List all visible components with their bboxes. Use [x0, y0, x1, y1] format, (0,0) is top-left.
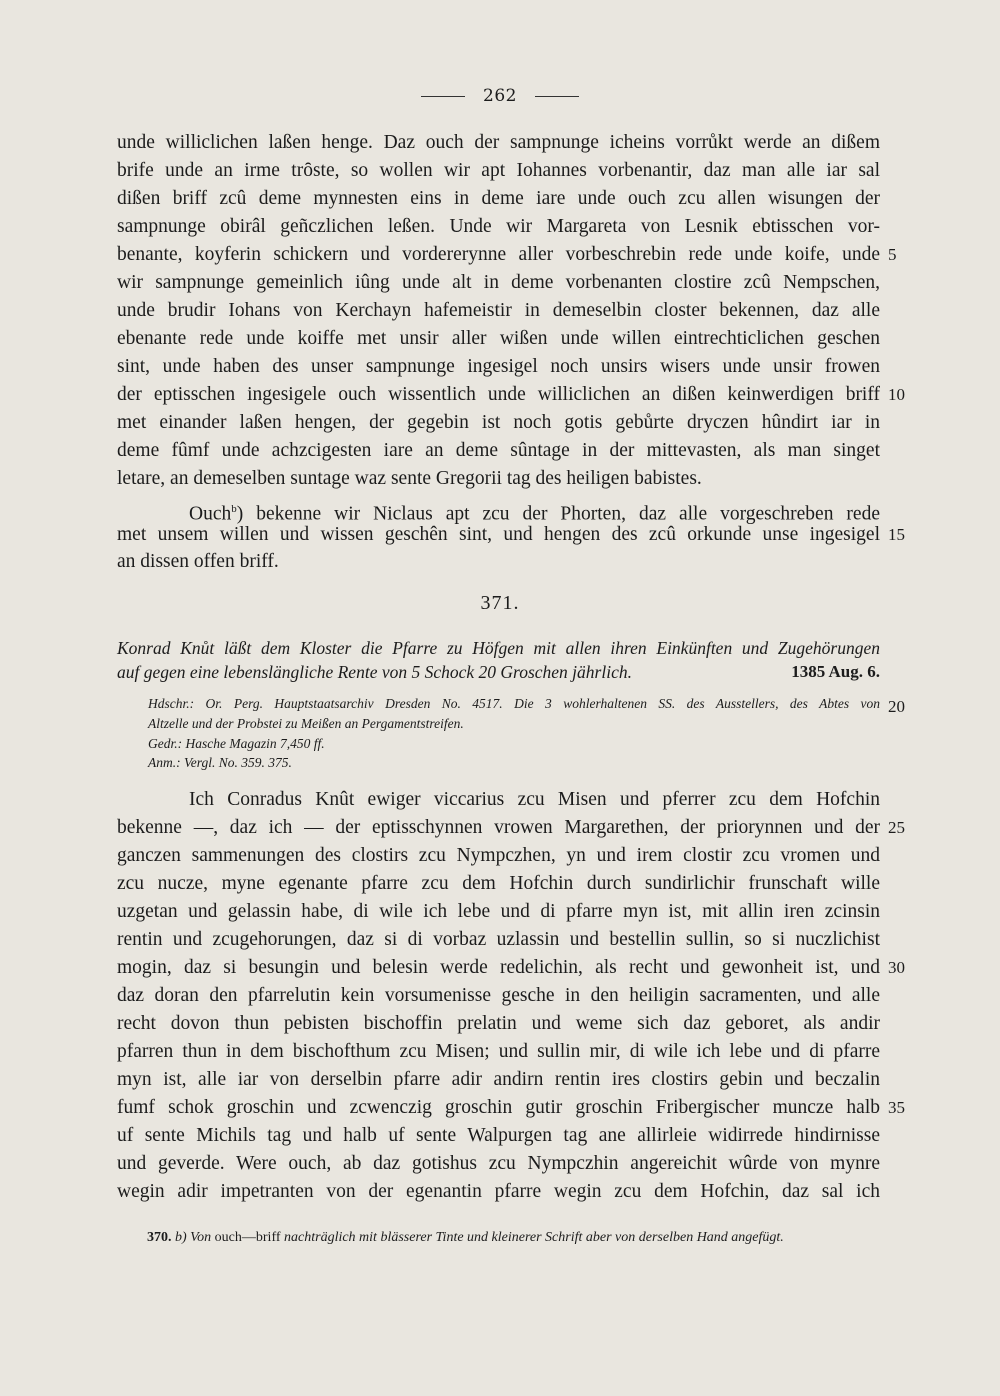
text-line: brife unde an irme trȏste, so wollen wir apt Iohannes vorbenantir, daz man alle iar sal [117, 160, 880, 181]
text-line: dißen briff zcû deme mynnesten eins in deme iare unde ouch zcu allen wisungen der [117, 188, 880, 209]
source-note: Altzelle und der Probstei zu Meißen an Pergamentstreifen. [148, 716, 464, 731]
document-number: 371. [480, 592, 520, 614]
text-line: benante, koyferin schickern und vordererynne aller vorbeschrebin rede unde koife, unde [117, 244, 880, 265]
text-line: unde williclichen laßen henge. Daz ouch der sampnunge icheins vorrůkt werde an dißem [117, 132, 880, 153]
regest-line: Konrad Knůt läßt dem Kloster die Pfarre zu Höfgen mit allen ihren Einkünften und Zugehörungen [117, 638, 880, 658]
regest-line: auf gegen eine lebenslängliche Rente von 5 Schock 20 Groschen jährlich. [117, 662, 632, 682]
text-line: myn ist, alle iar von derselbin pfarre adir andirn rentin ires clostirs gebin und beczalin [117, 1069, 880, 1090]
text-line: pfarren thun in dem bischofthum zcu Misen; und sullin mir, di wile ich lebe und di pfarre [117, 1041, 880, 1062]
text-line: met einander laßen hengen, der gegebin ist noch gotis gebůrte dryczen hûndirt iar in [117, 412, 880, 433]
text-line: met unsem willen und wissen geschên sint, und hengen des zcû orkunde unse ingesigel [117, 524, 880, 545]
line-number: 15 [888, 525, 905, 544]
text-line: uf sente Michils tag und halb uf sente Walpurgen tag ane allirleie widirrede hindirnisse [117, 1125, 880, 1146]
text-line: daz doran den pfarrelutin kein vorsumenisse gesche in den heiligin sacramenten, und alle [117, 985, 880, 1006]
text-line: bekenne —, daz ich — der eptisschynnen vrowen Margarethen, der priorynnen und der [117, 817, 880, 838]
text-line: ebenante rede unde koiffe met unsir aller wißen unde willen eintrechticlichen geschen [117, 328, 880, 349]
line-number: 20 [888, 697, 905, 716]
line-number: 5 [888, 245, 897, 264]
text-line: und geverde. Were ouch, ab daz gotishus zcu Nympczhin angereichit wûrde von mynre [117, 1153, 880, 1174]
text-line: letare, an demeselben suntage waz sente Gregorii tag des heiligen babistes. [117, 468, 702, 489]
rule-left [421, 96, 465, 97]
text-line: mogin, daz si besungin und belesin werde redelichin, als recht und gewonheit ist, und [117, 957, 880, 978]
text-line: sint, unde haben des unser sampnunge ingesigel noch unsirs wisers unde unsir frowen [117, 356, 880, 377]
line-number: 30 [888, 958, 905, 977]
text-line: deme fûmf unde achzcigesten iare an deme sûntage in der mittevasten, als man singet [117, 440, 880, 461]
source-note: Gedr.: Hasche Magazin 7,450 ff. [148, 736, 325, 751]
source-note: Hdschr.: Or. Perg. Hauptstaatsarchiv Dresden No. 4517. Die 3 wohlerhaltenen SS. des Ausstellers, des Abtes von [148, 696, 880, 711]
text-line: der eptisschen ingesigele ouch wissentlich unde williclichen an dißen keinwerdigen briff [117, 384, 880, 405]
text-line: zcu nucze, myne egenante pfarre zcu dem Hofchin durch sundirlichir frunschaft wille [117, 873, 880, 894]
page-number: 262 [0, 86, 1000, 106]
text-line: uzgetan und gelassin habe, di wile ich lebe und di pfarre myn ist, mit allin iren zcinsin [117, 901, 880, 922]
text-line: unde brudir Iohans von Kerchayn hafemeistir in demeselbin closter bekennen, daz alle [117, 300, 880, 321]
footnote: 370. b) Von ouch—briff nachträglich mit blässerer Tinte und kleinerer Schrift aber von derselben Hand angefügt. [147, 1230, 784, 1245]
text-line: Ich Conradus Knût ewiger viccarius zcu Misen und pferrer zcu dem Hofchin [189, 789, 880, 810]
text-line: an dissen offen briff. [117, 551, 279, 572]
rule-right [535, 96, 579, 97]
line-number: 35 [888, 1098, 905, 1117]
text-line: rentin und zcugehorungen, daz si di vorbaz uzlassin und bestellin sullin, so si nuczlichist [117, 929, 880, 950]
text-line: wir sampnunge gemeinlich iûng unde alt in deme vorbenanten clostire zcû Nempschen, [117, 272, 880, 293]
line-number: 25 [888, 818, 905, 837]
line-number: 10 [888, 385, 905, 404]
source-note: Anm.: Vergl. No. 359. 375. [148, 755, 292, 770]
text-line: wegin adir impetranten von der egenantin pfarre wegin zcu dem Hofchin, daz sal ich [117, 1181, 880, 1202]
regest-date: 1385 Aug. 6. [791, 662, 880, 681]
text-line: recht dovon thun pebisten bischoffin prelatin und weme sich daz geboret, als andir [117, 1013, 880, 1034]
text-line: fumf schok groschin und zcwenczig groschin gutir groschin Fribergischer muncze halb [117, 1097, 880, 1118]
text-line-ouch: Ouch$^b$) bekenne wir Niclaus apt zcu der Phorten, daz alle vorgeschreben rede [189, 503, 880, 525]
text-line: sampnunge obirâl geñczlichen leßen. Unde wir Margareta von Lesnik ebtisschen vor- [117, 216, 880, 237]
text-line: ganczen sammenungen des clostirs zcu Nympczhen, yn und irem clostir zcu vromen und [117, 845, 880, 866]
